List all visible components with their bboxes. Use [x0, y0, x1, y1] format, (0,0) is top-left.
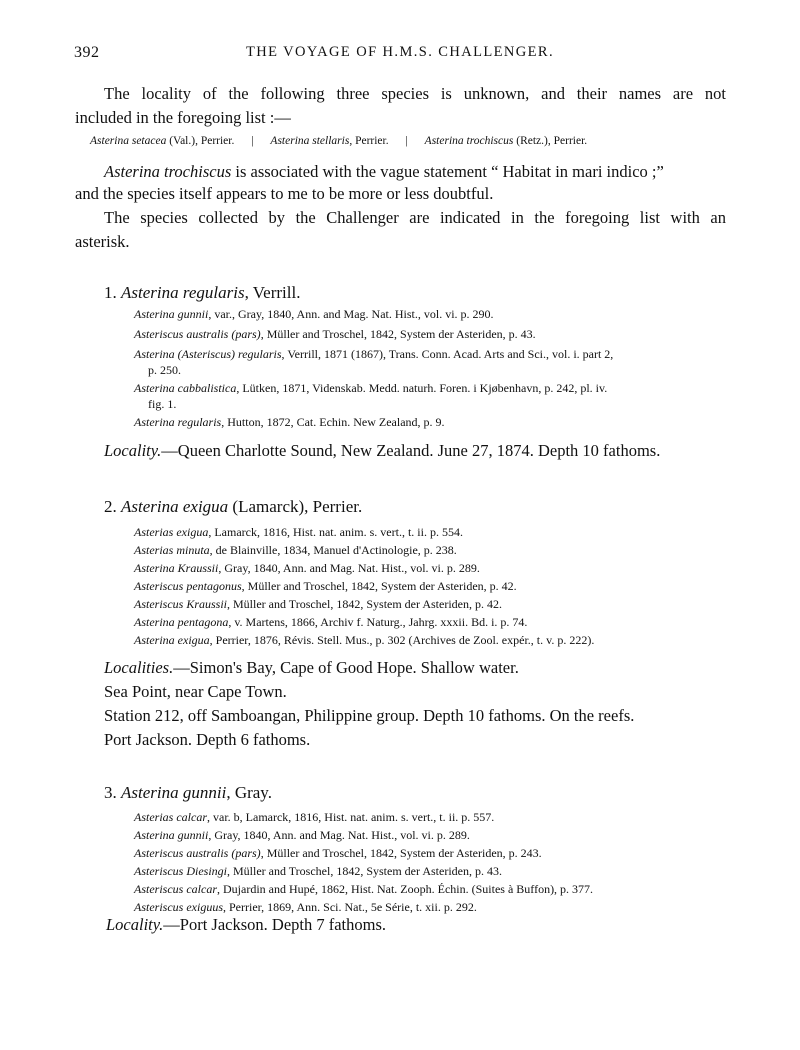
synonym-line: Asterina pentagona, v. Martens, 1866, Archiv f. Naturg., Jahrg. xxxii. Bd. i. p. 74. — [134, 615, 528, 629]
synonym-line: Asteriscus calcar, Dujardin and Hupé, 1862, Hist. Nat. Zooph. Échin. (Suites à Buffon), p. 377. — [134, 882, 594, 896]
locality-line: Locality.—Queen Charlotte Sound, New Zealand. June 27, 1874. Depth 10 fathoms. — [104, 441, 661, 460]
species-heading-3: 3. Asterina gunnii, Gray. — [104, 783, 272, 802]
intro-line-3: Asterina trochiscus is associated with the vague statement “ Habitat in mari indico ;” — [104, 162, 664, 181]
synonym-line: Asterina cabbalistica, Lütken, 1871, Videnskab. Medd. naturh. Foren. i Kjøbenhavn, p. 242, pl. iv. — [134, 381, 608, 395]
unknown-species-item: Asterina setacea (Val.), Perrier. — [90, 135, 235, 147]
synonym-line: Asterina gunnii, Gray, 1840, Ann. and Mag. Nat. Hist., vol. vi. p. 289. — [134, 828, 470, 842]
synonym-line: Asteriscus exiguus, Perrier, 1869, Ann. Sci. Nat., 5e Série, t. xii. p. 292. — [134, 900, 477, 914]
intro-line-5: The species collected by the Challenger are indicated in the foregoing list with an — [104, 208, 726, 227]
synonym-line: Asteriscus australis (pars), Müller and Troschel, 1842, System der Asteriden, p. 43. — [134, 327, 536, 341]
page-number: 392 — [74, 44, 100, 61]
running-title: THE VOYAGE OF H.M.S. CHALLENGER. — [246, 44, 554, 60]
separator: | — [251, 135, 254, 147]
unknown-species-item: Asterina stellaris, Perrier. — [270, 135, 389, 147]
running-header — [0, 44, 800, 68]
species-heading-1: 1. Asterina regularis, Verrill. — [104, 283, 301, 302]
locality-line: Station 212, off Samboangan, Philippine group. Depth 10 fathoms. On the reefs. — [104, 706, 635, 725]
synonym-line: Asteriscus pentagonus, Müller and Troschel, 1842, System der Asteriden, p. 42. — [134, 579, 517, 593]
synonym-line: Asteriscus Kraussii, Müller and Troschel, 1842, System der Asteriden, p. 42. — [134, 597, 502, 611]
unknown-species-list — [90, 136, 587, 148]
synonym-line: Asterias exigua, Lamarck, 1816, Hist. nat. anim. s. vert., t. ii. p. 554. — [134, 525, 463, 539]
synonym-continuation: fig. 1. — [148, 397, 177, 411]
synonym-line: Asterina regularis, Hutton, 1872, Cat. Echin. New Zealand, p. 9. — [134, 415, 445, 429]
locality-line: Sea Point, near Cape Town. — [104, 682, 287, 701]
synonym-line: Asterias calcar, var. b, Lamarck, 1816, Hist. nat. anim. s. vert., t. ii. p. 557. — [134, 810, 495, 824]
intro-line-1: The locality of the following three species is unknown, and their names are not — [104, 84, 726, 103]
synonym-line: Asterina Kraussii, Gray, 1840, Ann. and Mag. Nat. Hist., vol. vi. p. 289. — [134, 561, 480, 575]
synonym-line: Asterina exigua, Perrier, 1876, Révis. Stell. Mus., p. 302 (Archives de Zool. expér., t. v. p. 222). — [134, 633, 595, 647]
intro-line-4: and the species itself appears to me to be more or less doubtful. — [75, 184, 494, 203]
unknown-species-item: Asterina trochiscus (Retz.), Perrier. — [424, 135, 588, 147]
locality-line: Localities.—Simon's Bay, Cape of Good Hope. Shallow water. — [104, 658, 519, 677]
synonym-line: Asterina gunnii, var., Gray, 1840, Ann. and Mag. Nat. Hist., vol. vi. p. 290. — [134, 307, 494, 321]
synonym-line: Asterias minuta, de Blainville, 1834, Manuel d'Actinologie, p. 238. — [134, 543, 457, 557]
locality-line: Port Jackson. Depth 6 fathoms. — [104, 730, 311, 749]
synonym-line: Asteriscus Diesingi, Müller and Troschel, 1842, System der Asteriden, p. 43. — [134, 864, 502, 878]
separator: | — [405, 135, 408, 147]
species-heading-2: 2. Asterina exigua (Lamarck), Perrier. — [104, 497, 363, 516]
synonym-line: Asterina (Asteriscus) regularis, Verrill, 1871 (1867), Trans. Conn. Acad. Arts and Sci., vol. i. part 2, — [134, 347, 614, 361]
synonym-line: Asteriscus australis (pars), Müller and Troschel, 1842, System der Asteriden, p. 243. — [134, 846, 542, 860]
intro-line-2: included in the foregoing list :— — [75, 108, 291, 127]
locality-line: Locality.—Port Jackson. Depth 7 fathoms. — [106, 915, 387, 934]
intro-line-6: asterisk. — [75, 232, 130, 251]
synonym-continuation: p. 250. — [148, 363, 181, 377]
